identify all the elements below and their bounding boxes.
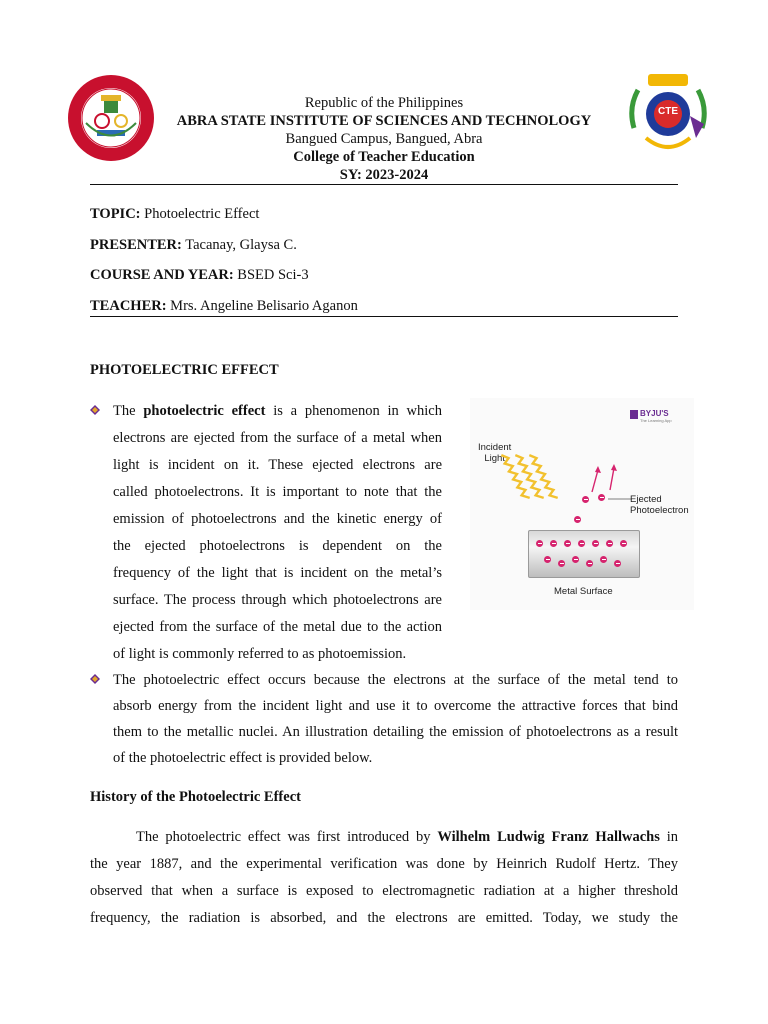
presenter-value: Tacanay, Glaysa C. (185, 237, 297, 253)
surface-electron (564, 540, 571, 547)
bullet1-line: surface. The process through which photoelectrons are (113, 592, 442, 608)
bullet2-line: them to the metallic nuclei. An illustration detailing the emission of photoelectrons as a result (113, 724, 678, 740)
history-line: observed that when a surface is exposed to electromagnetic radiation at a higher threshold (90, 883, 678, 899)
topic-label: TOPIC: (90, 206, 141, 222)
term-hallwachs: Wilhelm Ludwig Franz Hallwachs (437, 829, 660, 845)
teacher-row (90, 297, 358, 315)
section-title: PHOTOELECTRIC EFFECT (90, 362, 279, 378)
brand-logo-text: BYJU'S (640, 409, 669, 418)
bullet2-line: absorb energy from the incident light and use it to overcome the attractive forces that bind (113, 698, 678, 714)
ejected-electron (582, 496, 589, 503)
bullet1-line: of light is commonly referred to as photoemission. (113, 646, 407, 662)
school-year: SY: 2023-2024 (339, 167, 429, 183)
surface-electron (550, 540, 557, 547)
surface-electron (620, 540, 627, 547)
presenter-row (90, 236, 297, 254)
brand-logo-box (630, 410, 638, 419)
topic-row (90, 205, 259, 223)
ejected-electron (598, 494, 605, 501)
ejected-electron (574, 516, 581, 523)
bullet1-line: electrons are ejected from the surface of a metal when (113, 430, 442, 446)
surface-electron (614, 560, 621, 567)
bullet1-line: the ejected photoelectrons is dependent on the (113, 538, 442, 554)
light-waves (490, 446, 590, 526)
surface-electron (600, 556, 607, 563)
college-name: College of Teacher Education (293, 149, 475, 165)
surface-electron (544, 556, 551, 563)
surface-electron (572, 556, 579, 563)
presenter-label: PRESENTER: (90, 237, 182, 253)
bullet1-line: light is incident on it. These ejected electrons are (113, 457, 442, 473)
surface-electron (606, 540, 613, 547)
label-pointer (608, 496, 632, 502)
text-run: is a phenomenon in which (265, 403, 442, 419)
bullet1-line: called photoelectrons. It is important to note that the (113, 484, 442, 500)
republic-line: Republic of the Philippines (304, 95, 464, 111)
history-line (136, 828, 678, 846)
text-run: in (659, 829, 679, 845)
institute-name: ABRA STATE INSTITUTE OF SCIENCES AND TECHNOLOGY (176, 113, 592, 129)
ejected-photoelectron-label: Ejected Photoelectron (630, 494, 689, 516)
surface-electron (536, 540, 543, 547)
bullet2-line: The photoelectric effect occurs because the electrons at the surface of the metal tend to (113, 672, 678, 688)
bullet1-line: emission of photoelectrons and the kinetic energy of (113, 511, 442, 527)
history-line: frequency, the radiation is absorbed, and the electrons are emitted. Today, we study the (90, 910, 678, 926)
course-value: BSED Sci-3 (237, 267, 309, 283)
header-divider (90, 184, 678, 185)
course-label: COURSE AND YEAR: (90, 267, 234, 283)
bullet1-line (113, 402, 442, 420)
brand-logo-subtitle: The Learning App (640, 418, 672, 423)
photoelectric-diagram (470, 398, 694, 610)
ejection-arrows (580, 460, 630, 500)
teacher-label: TEACHER: (90, 298, 167, 314)
incident-light-label: Incident Light (478, 442, 512, 464)
metal-surface-label: Metal Surface (554, 586, 613, 597)
course-row (90, 266, 309, 284)
campus-line: Bangued Campus, Bangued, Abra (285, 131, 483, 147)
teacher-value: Mrs. Angeline Belisario Aganon (170, 298, 358, 314)
metal-surface-block (528, 530, 640, 578)
surface-electron (586, 560, 593, 567)
topic-value: Photoelectric Effect (144, 206, 260, 222)
bullet-diamond-icon (90, 405, 100, 415)
history-title: History of the Photoelectric Effect (90, 789, 301, 805)
bullet1-line: ejected from the surface of the metal due to the action (113, 619, 442, 635)
college-logo-initials: CTE (658, 106, 678, 117)
history-line: the year 1887, and the experimental verification was done by Heinrich Rudolf Hertz. They (90, 856, 678, 872)
info-divider (90, 316, 678, 317)
surface-electron (558, 560, 565, 567)
text-run: The photoelectric effect was first introduced by (136, 829, 438, 845)
bullet2-line: of the photoelectric effect is provided below. (113, 750, 373, 766)
term-photoelectric-effect: photoelectric effect (143, 403, 266, 419)
bullet-diamond-icon (90, 674, 100, 684)
bullet1-line: frequency of the light that is incident on the metal’s (113, 565, 442, 581)
text-run: The (113, 403, 144, 419)
surface-electron (578, 540, 585, 547)
surface-electron (592, 540, 599, 547)
